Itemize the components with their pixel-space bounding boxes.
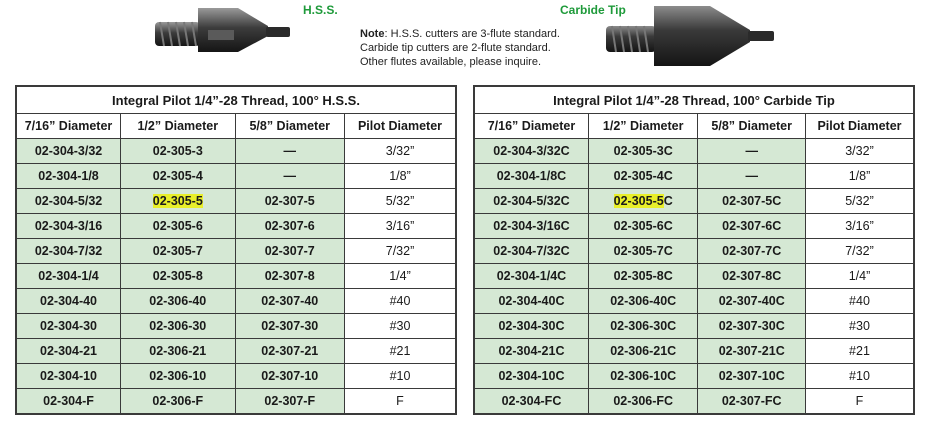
table-row: [474, 289, 914, 314]
note-line-2: Carbide tip cutters are 2-flute standard.: [360, 42, 551, 54]
carbide-column-header: 5/8” Diameter: [698, 114, 806, 139]
part-number-cell: 02-306-40: [121, 289, 235, 314]
pilot-diameter-cell: #40: [805, 289, 914, 314]
pilot-diameter-cell: #30: [345, 314, 457, 339]
hss-table: [15, 85, 457, 415]
part-number-cell: 02-304-30: [16, 314, 121, 339]
pilot-diameter-cell: #10: [805, 364, 914, 389]
table-row: [16, 289, 456, 314]
part-number-cell: 02-304-F: [16, 389, 121, 415]
part-number-cell: 02-305-7C: [588, 239, 698, 264]
part-number-cell: 02-304-3/16: [16, 214, 121, 239]
part-number-cell: 02-304-FC: [474, 389, 588, 415]
pilot-diameter-cell: #21: [805, 339, 914, 364]
table-row: [16, 339, 456, 364]
table-row: [16, 364, 456, 389]
pilot-diameter-cell: 3/32”: [345, 139, 457, 164]
part-number-cell: 02-304-5/32C: [474, 189, 588, 214]
table-row: [474, 339, 914, 364]
hss-column-header: 5/8” Diameter: [235, 114, 345, 139]
hss-cutter-image: [150, 0, 300, 54]
table-row: [16, 314, 456, 339]
part-number-cell: 02-304-1/4: [16, 264, 121, 289]
table-row: [474, 164, 914, 189]
carbide-column-header: Pilot Diameter: [805, 114, 914, 139]
pilot-diameter-cell: F: [805, 389, 914, 415]
part-number-cell: —: [698, 164, 806, 189]
carbide-column-headers: [474, 114, 914, 139]
note-line-3: Other flutes available, please inquire.: [360, 56, 541, 68]
pilot-diameter-cell: F: [345, 389, 457, 415]
part-number-cell: 02-307-5: [235, 189, 345, 214]
part-number-cell: 02-307-FC: [698, 389, 806, 415]
carbide-table-body: [474, 139, 914, 415]
part-number-cell: 02-304-40C: [474, 289, 588, 314]
table-row: [16, 164, 456, 189]
part-number-cell: 02-306-10: [121, 364, 235, 389]
part-number-cell: —: [698, 139, 806, 164]
hss-table-title: Integral Pilot 1/4”-28 Thread, 100° H.S.S.: [16, 86, 456, 114]
table-row: [16, 264, 456, 289]
part-number-cell: 02-307-10C: [698, 364, 806, 389]
table-row: [474, 214, 914, 239]
carbide-table-title: Integral Pilot 1/4”-28 Thread, 100° Carbide Tip: [474, 86, 914, 114]
part-number-cell: 02-307-8: [235, 264, 345, 289]
part-number-cell: 02-306-F: [121, 389, 235, 415]
table-row: [474, 139, 914, 164]
hss-column-header: 7/16” Diameter: [16, 114, 121, 139]
carbide-column-header: 7/16” Diameter: [474, 114, 588, 139]
part-number-cell: [121, 189, 235, 214]
pilot-diameter-cell: 3/16”: [345, 214, 457, 239]
part-number-cell: 02-305-8C: [588, 264, 698, 289]
table-row: [474, 189, 914, 214]
table-row: [474, 389, 914, 415]
part-number-cell: 02-305-5C: [588, 189, 698, 214]
part-number-cell: 02-307-21: [235, 339, 345, 364]
part-number-cell: 02-304-30C: [474, 314, 588, 339]
part-number-cell: 02-307-10: [235, 364, 345, 389]
pilot-diameter-cell: #10: [345, 364, 457, 389]
table-row: [16, 139, 456, 164]
part-number-cell: 02-307-30: [235, 314, 345, 339]
part-number-cell: 02-304-10: [16, 364, 121, 389]
part-number-cell: 02-304-40: [16, 289, 121, 314]
pilot-diameter-cell: #30: [805, 314, 914, 339]
part-number-cell: —: [235, 139, 345, 164]
part-number-cell: 02-304-1/8: [16, 164, 121, 189]
table-row: [474, 264, 914, 289]
part-number-cell: 02-305-6C: [588, 214, 698, 239]
carbide-column-header: 1/2” Diameter: [588, 114, 698, 139]
part-number-cell: 02-307-7C: [698, 239, 806, 264]
pilot-diameter-cell: 5/32”: [805, 189, 914, 214]
part-number-cell: 02-305-3: [121, 139, 235, 164]
part-number-cell: 02-305-7: [121, 239, 235, 264]
hss-table-body: [16, 139, 456, 415]
part-number-cell: 02-304-7/32: [16, 239, 121, 264]
part-number-cell: 02-304-21C: [474, 339, 588, 364]
table-row: [16, 189, 456, 214]
part-number-cell: 02-307-6: [235, 214, 345, 239]
part-number-cell: 02-306-21: [121, 339, 235, 364]
part-number-cell: 02-307-6C: [698, 214, 806, 239]
table-row: [16, 389, 456, 415]
part-number-cell: 02-306-30C: [588, 314, 698, 339]
table-row: [474, 239, 914, 264]
table-row: [474, 314, 914, 339]
pilot-diameter-cell: #21: [345, 339, 457, 364]
part-number-cell: 02-307-7: [235, 239, 345, 264]
part-number-cell: 02-307-21C: [698, 339, 806, 364]
table-row: [16, 239, 456, 264]
part-number-cell: 02-306-FC: [588, 389, 698, 415]
pilot-diameter-cell: 1/8”: [345, 164, 457, 189]
pilot-diameter-cell: 7/32”: [805, 239, 914, 264]
hss-column-headers: [16, 114, 456, 139]
part-number-cell: 02-304-1/4C: [474, 264, 588, 289]
flute-note: [360, 27, 560, 69]
table-row: [16, 214, 456, 239]
pilot-diameter-cell: 1/4”: [805, 264, 914, 289]
pilot-diameter-cell: 7/32”: [345, 239, 457, 264]
part-number-cell: 02-306-40C: [588, 289, 698, 314]
part-number-cell: 02-304-1/8C: [474, 164, 588, 189]
highlighted-part-number: 02-305-5: [613, 194, 664, 208]
part-number-cell: 02-307-30C: [698, 314, 806, 339]
part-number-cell: 02-307-8C: [698, 264, 806, 289]
highlighted-part-number: 02-305-5: [152, 194, 203, 208]
part-number-cell: 02-307-40: [235, 289, 345, 314]
pilot-diameter-cell: 1/8”: [805, 164, 914, 189]
pilot-diameter-cell: 5/32”: [345, 189, 457, 214]
part-number-cell: 02-305-8: [121, 264, 235, 289]
part-number-cell: 02-307-F: [235, 389, 345, 415]
part-number-cell: 02-307-40C: [698, 289, 806, 314]
part-number-cell: 02-305-3C: [588, 139, 698, 164]
part-number-cell: 02-305-6: [121, 214, 235, 239]
table-row: [474, 364, 914, 389]
pilot-diameter-cell: 3/32”: [805, 139, 914, 164]
part-number-cell: 02-304-3/16C: [474, 214, 588, 239]
part-number-cell: 02-304-10C: [474, 364, 588, 389]
part-number-cell: 02-305-4C: [588, 164, 698, 189]
part-number-cell: 02-307-5C: [698, 189, 806, 214]
part-number-cell: 02-304-3/32: [16, 139, 121, 164]
part-number-cell: 02-306-10C: [588, 364, 698, 389]
carbide-label: Carbide Tip: [560, 3, 626, 17]
part-number-cell: 02-304-7/32C: [474, 239, 588, 264]
note-bold: Note: [360, 28, 385, 40]
part-number-cell: 02-304-3/32C: [474, 139, 588, 164]
hss-column-header: Pilot Diameter: [345, 114, 457, 139]
part-number-cell: 02-306-21C: [588, 339, 698, 364]
hss-label: H.S.S.: [303, 3, 338, 17]
note-line-1: : H.S.S. cutters are 3-flute standard.: [384, 28, 560, 40]
part-number-cell: 02-305-4: [121, 164, 235, 189]
carbide-cutter-image: [600, 0, 780, 70]
pilot-diameter-cell: #40: [345, 289, 457, 314]
pilot-diameter-cell: 1/4”: [345, 264, 457, 289]
carbide-table: [473, 85, 915, 415]
part-number-cell: —: [235, 164, 345, 189]
part-number-cell: 02-304-5/32: [16, 189, 121, 214]
part-number-cell: 02-306-30: [121, 314, 235, 339]
hss-column-header: 1/2” Diameter: [121, 114, 235, 139]
pilot-diameter-cell: 3/16”: [805, 214, 914, 239]
part-number-cell: 02-304-21: [16, 339, 121, 364]
